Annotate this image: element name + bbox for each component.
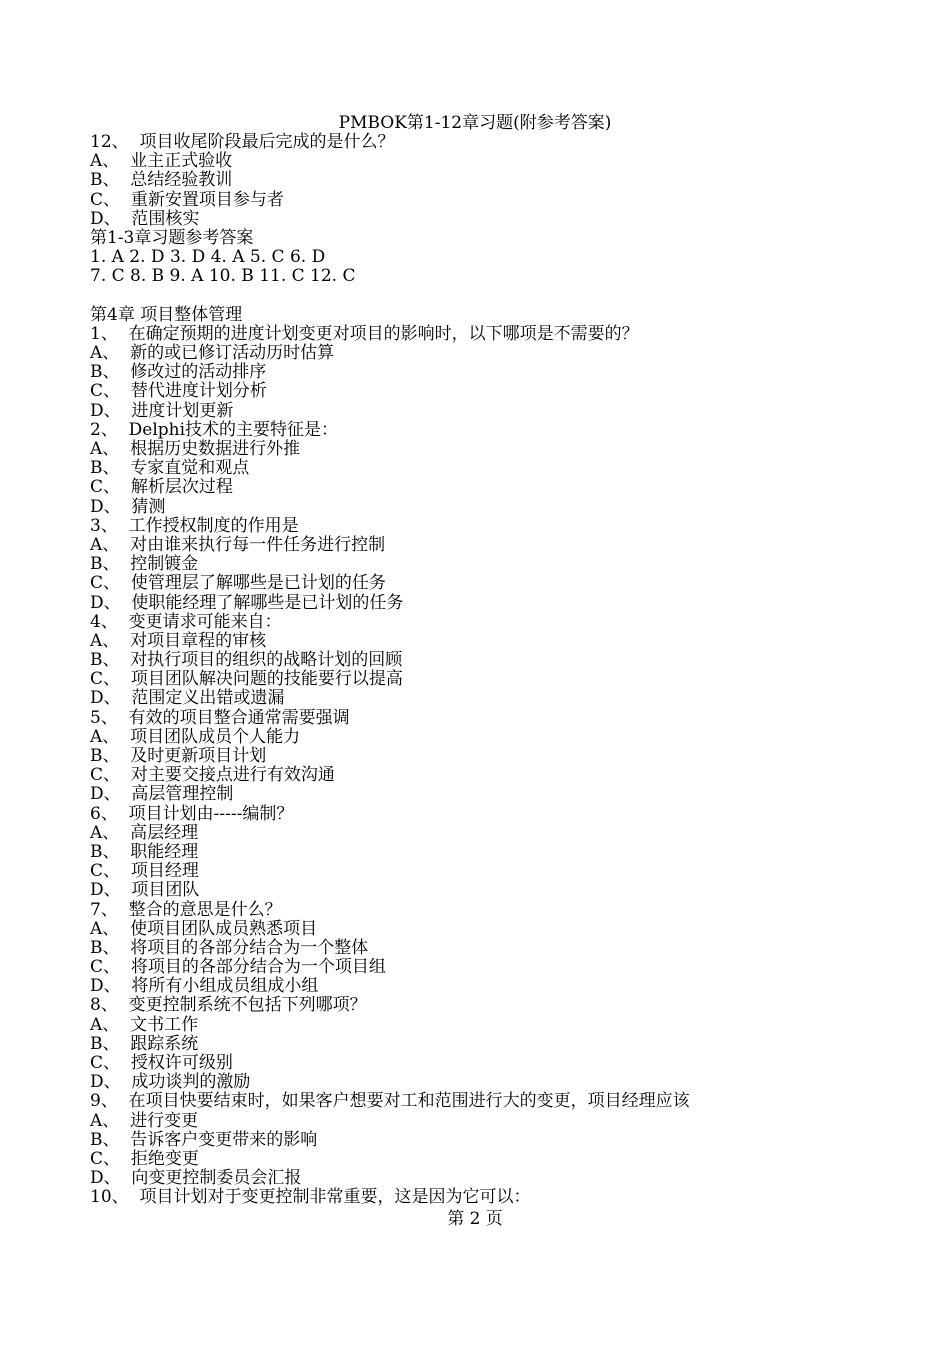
text-line: 5、 有效的项目整合通常需要强调: [90, 707, 350, 728]
text-line: A、 高层经理: [90, 822, 199, 843]
text-line: 12、 项目收尾阶段最后完成的是什么？: [90, 132, 395, 152]
text-line: D、 成功谈判的激励: [90, 1072, 251, 1093]
text-line: A、 文书工作: [90, 1014, 199, 1035]
text-line: 7、 整合的意思是什么？: [90, 899, 282, 920]
text-line: C、 授权许可级别: [90, 1053, 233, 1073]
text-line: B、 跟踪系统: [90, 1033, 199, 1054]
text-line: A、 新的或已修订活动历时估算: [90, 343, 335, 364]
text-line: 第1-3章习题参考答案: [90, 227, 254, 248]
text-line: 8、 变更控制系统不包括下列哪项？: [90, 995, 367, 1016]
text-line: [90, 287, 850, 306]
text-line: 9、 在项目快要结束时，如果客户想要对工和范围进行大的变更，项目经理应该: [90, 1091, 690, 1112]
text-line: C、 替代进度计划分析: [90, 381, 267, 402]
text-line: B、 将项目的各部分结合为一个整体: [90, 937, 369, 958]
text-line: C、 项目经理: [90, 861, 199, 882]
text-line: D、 猜测: [90, 496, 166, 517]
text-line: B、 对执行项目的组织的战略计划的回顾: [90, 650, 403, 671]
text-line: 1、 在确定预期的进度计划变更对项目的影响时，以下哪项是不需要的？: [90, 323, 639, 344]
text-line: C、 将项目的各部分结合为一个项目组: [90, 957, 386, 978]
text-line: D、 项目团队: [90, 880, 200, 901]
text-line: B、 及时更新项目计划: [90, 746, 267, 766]
text-line: D、 进度计划更新: [90, 400, 234, 421]
text-line: 6、 项目计划由-----编制？: [90, 803, 294, 824]
text-line: B、 专家直觉和观点: [90, 458, 250, 479]
text-line: D、 范围定义出错或遗漏: [90, 688, 285, 709]
text-line: A、 项目团队成员个人能力: [90, 726, 301, 747]
text-line: D、 范围核实: [90, 208, 200, 229]
text-line: A、 根据历史数据进行外推: [90, 439, 301, 459]
text-line: B、 总结经验教训: [90, 170, 233, 191]
text-line: D、 向变更控制委员会汇报: [90, 1168, 302, 1189]
text-line: A、 进行变更: [90, 1110, 199, 1131]
text-line: 2、 Delphi技术的主要特征是：: [90, 419, 339, 440]
text-line: A、 对项目章程的审核: [90, 630, 267, 651]
text-line: A、 对由谁来执行每一件任务进行控制: [90, 534, 386, 555]
text-line: D、 将所有小组成员组成小组: [90, 976, 319, 997]
text-line: A、 使项目团队成员熟悉项目: [90, 918, 318, 939]
text-line: C、 解析层次过程: [90, 477, 233, 498]
text-line: B、 告诉客户变更带来的影响: [90, 1129, 318, 1150]
text-line: 4、 变更请求可能来自：: [90, 611, 282, 632]
text-line: C、 使管理层了解哪些是已计划的任务: [90, 573, 386, 594]
text-line: B、 职能经理: [90, 841, 199, 862]
text-line: D、 使职能经理了解哪些是已计划的任务: [90, 592, 404, 613]
document-body: [90, 133, 850, 1208]
page-header-title: PMBOK第1-12章习题(附参考答案): [338, 113, 612, 133]
text-line: C、 对主要交接点进行有效沟通: [90, 765, 335, 786]
text-line: 7. C 8. B 9. A 10. B 11. C 12. C: [90, 266, 356, 287]
text-line: A、 业主正式验收: [90, 151, 233, 172]
page-number: 第 2 页: [447, 1209, 503, 1229]
text-line: 1. A 2. D 3. D 4. A 5. C 6. D: [90, 247, 326, 268]
text-line: 第4章 项目整体管理: [90, 304, 243, 325]
text-line: 10、 项目计划对于变更控制非常重要，这是因为它可以：: [90, 1187, 531, 1208]
text-line: D、 高层管理控制: [90, 784, 234, 805]
text-line: 3、 工作授权制度的作用是: [90, 515, 299, 536]
text-line: C、 项目团队解决问题的技能要行以提高: [90, 669, 403, 690]
text-line: B、 修改过的活动排序: [90, 362, 267, 383]
text-line: C、 重新安置项目参与者: [90, 189, 284, 210]
text-line: B、 控制镀金: [90, 554, 199, 575]
text-line: C、 拒绝变更: [90, 1148, 199, 1169]
